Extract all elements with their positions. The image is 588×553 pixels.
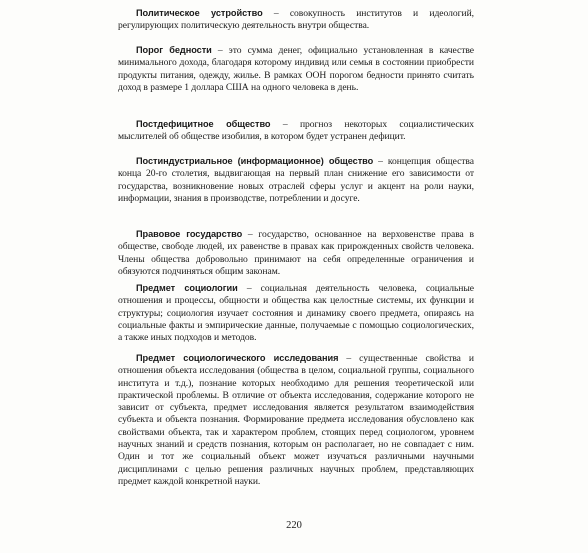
entry-term: Постиндустриальное (информационное) общество xyxy=(136,156,374,166)
glossary-entry-subject-of-sociology xyxy=(118,282,474,344)
page-number: 220 xyxy=(286,520,302,531)
entry-term: Политическое устройство xyxy=(136,8,263,18)
entry-definition: – социальная деятельность человека, социальные отношения и процессы, общности и общества как целостные системы, их функции и структуры; социология изучает состояния и динамику своего предмета, опираясь на социальные факты и эмпирические данные, получаемые с помощью социологических, а также иных подходов и методов. xyxy=(118,283,474,344)
glossary-entry-post-scarcity-society xyxy=(118,118,474,144)
glossary-entry-political-structure xyxy=(118,7,474,33)
entry-definition: – концепция общества конца 20-го столетия, выдвигающая на первый план снижение его зависимости от государства, возникновение новых отраслей сферы услуг и акцент на роли науки, информации, знания в производстве, потреблении и досуге. xyxy=(118,156,474,204)
entry-term: Порог бедности xyxy=(136,45,212,55)
entry-definition: – это сумма денег, официально установленная в качестве минимального дохода, благодаря которому индивид или семья в состоянии приобрести продукты питания, одежду, жилье. В рамках ООН порогом бедности принято считать доход в размере 1 доллара США на одного человека в день. xyxy=(118,45,474,93)
glossary-entry-post-industrial-society xyxy=(118,155,474,205)
entry-definition: – государство, основанное на верховенстве права в обществе, свободе людей, их равенстве в правах как прирожденных свойств человека. Члены общества добровольно принимают на себя определенные ограничения и обязуются подчиняться общим законам. xyxy=(118,229,474,277)
entry-definition: – прогноз некоторых социалистических мыслителей об обществе изобилия, в котором будет устранен дефицит. xyxy=(118,119,474,143)
entry-term: Правовое государство xyxy=(136,229,243,239)
glossary-entry-rule-of-law-state xyxy=(118,228,474,278)
entry-term: Предмет социологии xyxy=(136,283,238,293)
glossary-entry-poverty-line xyxy=(118,44,474,94)
glossary-entry-subject-of-sociological-research xyxy=(118,352,474,488)
entry-definition: – совокупность институтов и идеологий, регулирующих политическую деятельность внутри общества. xyxy=(118,8,474,32)
entry-term: Постдефицитное общество xyxy=(136,119,271,129)
entry-term: Предмет социологического исследования xyxy=(136,353,339,363)
entry-definition: – существенные свойства и отношения объекта исследования (общества в целом, социальной группы, социального института и т.д.), познание которых необходимо для решения теоретической или практической проблемы. В отличие от объекта исследования, содержание которого не зависит от субъекта, предмет исследования является результатом взаимодействия субъекта и объекта познания. Формирование предмета исследования обусловлено как свойствами объекта, так и характером проблем, стоящих перед социологом, уровнем научных знаний и средств познания, которым он располагает, но не совпадает с ним. Один и тот же социальный объект может изучаться различными научными дисциплинами с целью решения различных научных проблем, представляющих предмет каждой конкретной науки. xyxy=(118,353,474,487)
